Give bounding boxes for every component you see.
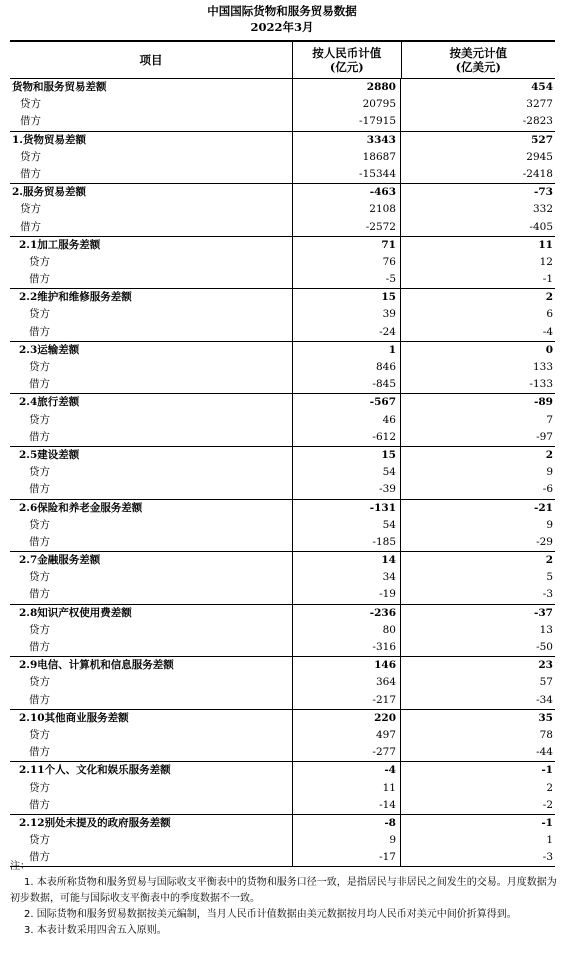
row-rmb-value: 71 (293, 237, 401, 254)
balance-row (10, 394, 555, 411)
row-label: 2.3运输差额 (10, 342, 293, 359)
row-usd-value: 35 (538, 711, 553, 724)
balance-row (10, 79, 555, 96)
row-rmb-value: -316 (293, 639, 401, 656)
credit-row (10, 96, 555, 113)
row-usd-value: -29 (536, 535, 553, 548)
row-label: 贷方 (10, 622, 293, 639)
debit-row (10, 113, 555, 130)
row-usd-value: 9 (546, 518, 553, 531)
row-rmb-value: -567 (293, 394, 401, 411)
row-rmb-value: -277 (293, 744, 401, 761)
row-rmb-value: -612 (293, 429, 401, 446)
credit-row (10, 832, 555, 849)
row-label: 2.7金融服务差额 (10, 552, 293, 569)
row-rmb-value: 3343 (293, 132, 401, 149)
row-rmb-value: -4 (293, 762, 401, 779)
row-label: 借方 (10, 744, 293, 761)
row-rmb-value: -845 (293, 376, 401, 393)
row-label: 贷方 (10, 569, 293, 586)
row-label: 贷方 (10, 464, 293, 481)
row-usd-value: -6 (542, 483, 553, 496)
row-rmb-value: -5 (293, 271, 401, 288)
debit-row (10, 797, 555, 814)
note-3: 3. 本表计数采用四舍五入原则。 (24, 925, 167, 936)
row-rmb-value: 54 (293, 517, 401, 534)
row-rmb-value: 20795 (293, 96, 401, 113)
row-usd-value: 2 (546, 781, 553, 794)
table-group (10, 447, 555, 500)
credit-row (10, 201, 555, 218)
row-label: 贷方 (10, 306, 293, 323)
row-rmb-value: -19 (293, 586, 401, 603)
row-usd-value: -44 (536, 746, 553, 759)
row-label: 贷方 (10, 412, 293, 429)
row-usd-value: 7 (546, 413, 553, 426)
row-usd-value: 2 (545, 291, 553, 304)
debit-row (10, 271, 555, 288)
row-rmb-value: -17915 (293, 113, 401, 130)
row-label: 借方 (10, 429, 293, 446)
row-rmb-value: 2108 (293, 201, 401, 218)
row-usd-value: -3 (542, 851, 553, 864)
row-usd-value: 133 (532, 361, 553, 373)
row-label: 借方 (10, 271, 293, 288)
credit-row (10, 569, 555, 586)
table-group (10, 394, 555, 447)
row-rmb-value: -24 (293, 324, 401, 341)
debit-row (10, 534, 555, 551)
row-usd-value: 2945 (526, 150, 553, 163)
row-label: 2.8知识产权使用费差额 (10, 605, 293, 622)
credit-row (10, 149, 555, 166)
credit-row (10, 517, 555, 534)
table-group (10, 237, 555, 290)
debit-row (10, 639, 555, 656)
row-label: 2.6保险和养老金服务差额 (10, 500, 293, 517)
row-label: 贷方 (10, 674, 293, 691)
row-label: 借方 (10, 586, 293, 603)
row-rmb-value: -39 (293, 481, 401, 498)
row-usd-value: 11 (538, 238, 553, 251)
row-rmb-value: 76 (293, 254, 401, 271)
debit-row (10, 219, 555, 236)
balance-row (10, 184, 555, 201)
credit-row (10, 254, 555, 271)
balance-row (10, 710, 555, 727)
header-rmb-line1: 按人民币计值 (312, 46, 382, 60)
header-usd-line2: (亿美元) (455, 60, 501, 74)
note-1: 1. 本表所称货物和服务贸易与国际收支平衡表中的货物和服务口径一致，是指居民与非居民之间发生的交易。月度数据为初步数据，可能与国际收支平衡表中的季度数据不一致。 (10, 877, 557, 904)
note-2: 2. 国际货物和服务贸易数据按美元编制，当月人民币计值数据由美元数据按月均人民币对美元中间价折算得到。 (24, 909, 517, 920)
row-usd-value: -34 (536, 693, 553, 706)
table-group (10, 657, 555, 710)
row-label: 贷方 (10, 832, 293, 849)
row-usd-value: -1 (542, 273, 553, 286)
balance-row (10, 447, 555, 464)
row-rmb-value: -17 (293, 849, 401, 866)
row-label: 贷方 (10, 149, 293, 166)
row-rmb-value: 39 (293, 306, 401, 323)
balance-row (10, 552, 555, 569)
row-rmb-value: 34 (293, 569, 401, 586)
balance-row (10, 289, 555, 306)
balance-row (10, 605, 555, 622)
debit-row (10, 376, 555, 393)
notes-heading: 注： (10, 861, 30, 872)
table-body (10, 79, 555, 867)
row-usd-value: 9 (546, 466, 553, 479)
row-usd-value: 0 (545, 343, 553, 356)
row-usd-value: -73 (534, 186, 553, 199)
table-header (10, 40, 555, 79)
balance-row (10, 657, 555, 674)
row-label: 贷方 (10, 517, 293, 534)
credit-row (10, 359, 555, 376)
row-usd-value: 6 (546, 308, 553, 321)
debit-row (10, 324, 555, 341)
row-usd-value: -133 (529, 378, 553, 391)
table-group (10, 500, 555, 553)
row-usd-value: -1 (541, 816, 553, 829)
row-label: 借方 (10, 219, 293, 236)
row-rmb-value: -185 (293, 534, 401, 551)
debit-row (10, 166, 555, 183)
balance-row (10, 132, 555, 149)
row-usd-value: 13 (539, 623, 553, 636)
table-group (10, 289, 555, 342)
row-label: 2.10其他商业服务差额 (10, 710, 293, 727)
row-usd-value: -1 (541, 764, 553, 777)
row-label: 借方 (10, 534, 293, 551)
credit-row (10, 674, 555, 691)
row-rmb-value: -8 (293, 815, 401, 832)
debit-row (10, 481, 555, 498)
table-group (10, 762, 555, 815)
row-usd-value: -89 (534, 396, 553, 409)
row-usd-value: -21 (534, 501, 553, 514)
page-title: 中国国际货物和服务贸易数据 (207, 4, 357, 18)
row-rmb-value: 364 (293, 674, 401, 691)
row-label: 2.1加工服务差额 (10, 237, 293, 254)
table-group (10, 605, 555, 658)
row-usd-value: 23 (538, 659, 553, 672)
row-rmb-value: 146 (293, 657, 401, 674)
row-label: 贷方 (10, 359, 293, 376)
debit-row (10, 692, 555, 709)
credit-row (10, 622, 555, 639)
row-usd-value: 332 (532, 203, 553, 216)
row-label: 贷方 (10, 96, 293, 113)
row-rmb-value: 54 (293, 464, 401, 481)
row-label: 2.4旅行差额 (10, 394, 293, 411)
row-rmb-value: -2572 (293, 219, 401, 236)
row-rmb-value: 15 (293, 289, 401, 306)
row-label: 借方 (10, 692, 293, 709)
row-usd-value: -4 (542, 325, 553, 338)
row-rmb-value: -14 (293, 797, 401, 814)
row-usd-value: -97 (536, 430, 553, 443)
notes (10, 859, 558, 939)
row-label: 借方 (10, 376, 293, 393)
row-rmb-value: 1 (293, 342, 401, 359)
debit-row (10, 744, 555, 761)
row-rmb-value: 80 (293, 622, 401, 639)
row-label: 借方 (10, 324, 293, 341)
row-label: 2.11个人、文化和娱乐服务差额 (10, 762, 293, 779)
row-label: 2.服务贸易差额 (10, 184, 293, 201)
row-rmb-value: 497 (293, 727, 401, 744)
row-usd-value: 527 (531, 133, 553, 146)
row-usd-value: -50 (536, 641, 553, 653)
table-group (10, 342, 555, 395)
row-usd-value: -37 (534, 606, 553, 619)
row-usd-value: 5 (546, 571, 553, 584)
row-label: 贷方 (10, 201, 293, 218)
row-label: 借方 (10, 639, 293, 656)
row-usd-value: 454 (531, 81, 553, 93)
row-usd-value: 12 (539, 255, 553, 268)
row-label: 借方 (10, 481, 293, 498)
row-label: 借方 (10, 113, 293, 130)
row-usd-value: -405 (529, 220, 553, 233)
credit-row (10, 780, 555, 797)
row-label: 贷方 (10, 780, 293, 797)
table-group (10, 710, 555, 763)
page-subtitle: 2022年3月 (250, 20, 314, 34)
row-rmb-value: -463 (293, 184, 401, 201)
header-rmb (293, 42, 402, 78)
row-rmb-value: 46 (293, 412, 401, 429)
row-label: 贷方 (10, 254, 293, 271)
header-rmb-line2: (亿元) (329, 60, 364, 74)
row-label: 2.9电信、计算机和信息服务差额 (10, 657, 293, 674)
row-rmb-value: -131 (293, 500, 401, 517)
row-usd-value: 3277 (526, 98, 553, 111)
row-rmb-value: 2880 (293, 79, 401, 96)
row-usd-value: -2823 (522, 115, 553, 128)
row-rmb-value: 220 (293, 710, 401, 727)
header-usd (402, 42, 555, 78)
row-label: 借方 (10, 849, 293, 866)
balance-row (10, 237, 555, 254)
table-group (10, 132, 555, 185)
balance-row (10, 762, 555, 779)
table-group (10, 184, 555, 237)
row-rmb-value: -15344 (293, 166, 401, 183)
row-label: 2.12别处未提及的政府服务差额 (10, 815, 293, 832)
trade-table (10, 40, 555, 867)
debit-row (10, 586, 555, 603)
row-label: 货物和服务贸易差额 (10, 79, 293, 96)
row-usd-value: 2 (545, 554, 553, 567)
row-rmb-value: 15 (293, 447, 401, 464)
row-usd-value: -3 (542, 588, 553, 601)
header-usd-line1: 按美元计值 (449, 46, 508, 60)
row-rmb-value: 14 (293, 552, 401, 569)
row-rmb-value: 846 (293, 359, 401, 376)
row-rmb-value: 18687 (293, 149, 401, 166)
row-usd-value: 2 (545, 448, 553, 461)
balance-row (10, 500, 555, 517)
row-label: 借方 (10, 797, 293, 814)
debit-row (10, 429, 555, 446)
row-rmb-value: 9 (293, 832, 401, 849)
balance-row (10, 815, 555, 832)
row-label: 借方 (10, 166, 293, 183)
row-label: 1.货物贸易差额 (10, 132, 293, 149)
row-rmb-value: 11 (293, 780, 401, 797)
row-usd-value: 1 (546, 834, 553, 847)
row-usd-value: 57 (539, 676, 553, 689)
table-group (10, 79, 555, 132)
row-usd-value: -2 (542, 798, 553, 811)
balance-row (10, 342, 555, 359)
row-usd-value: -2418 (522, 167, 553, 180)
row-rmb-value: -236 (293, 605, 401, 622)
row-rmb-value: -217 (293, 692, 401, 709)
credit-row (10, 727, 555, 744)
credit-row (10, 412, 555, 429)
row-label: 2.5建设差额 (10, 447, 293, 464)
table-group (10, 552, 555, 605)
credit-row (10, 464, 555, 481)
header-item: 项目 (10, 42, 293, 78)
credit-row (10, 306, 555, 323)
row-usd-value: 78 (539, 728, 553, 741)
row-label: 2.2维护和维修服务差额 (10, 289, 293, 306)
row-label: 贷方 (10, 727, 293, 744)
